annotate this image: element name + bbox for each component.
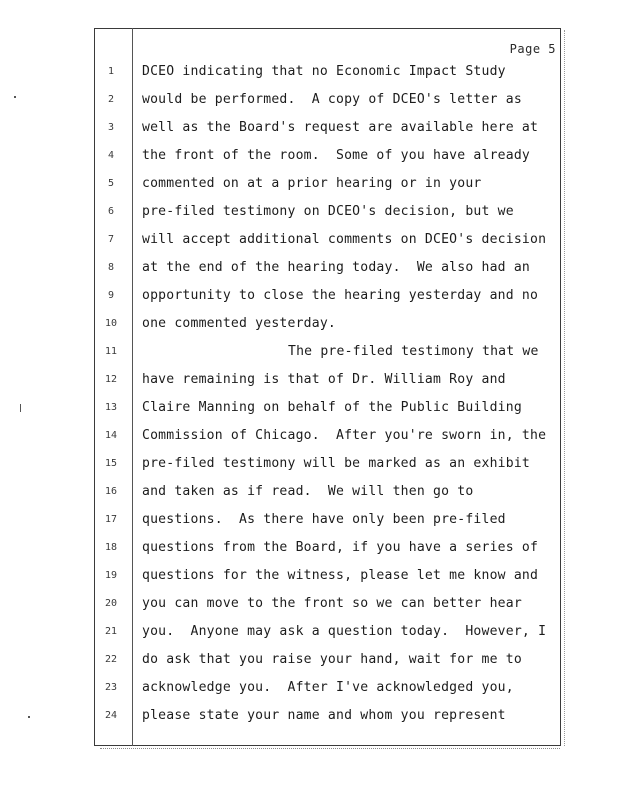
line-number: 8: [107, 262, 115, 273]
line-number: 18: [104, 542, 118, 553]
transcript-line: you can move to the front so we can better hear: [142, 596, 522, 611]
margin-rule: [132, 28, 133, 746]
line-number: 19: [104, 570, 118, 581]
page-number: Page 5: [509, 42, 556, 56]
line-number: 22: [104, 654, 118, 665]
line-number: 7: [107, 234, 115, 245]
line-number: 1: [107, 66, 115, 77]
scan-speck: [14, 96, 16, 98]
transcript-line: will accept additional comments on DCEO's decision: [142, 232, 547, 247]
transcript-line: DCEO indicating that no Economic Impact Study: [142, 64, 506, 79]
line-number: 15: [104, 458, 118, 469]
line-number: 5: [107, 178, 115, 189]
transcript-line: Commission of Chicago. After you're sworn in, the: [142, 428, 547, 443]
line-number: 6: [107, 206, 115, 217]
transcript-line: do ask that you raise your hand, wait for me to: [142, 652, 522, 667]
line-number: 20: [104, 598, 118, 609]
line-number: 23: [104, 682, 118, 693]
line-number-column: [96, 62, 126, 734]
transcript-line: pre-filed testimony will be marked as an exhibit: [142, 456, 530, 471]
line-number: 12: [104, 374, 118, 385]
line-number: 4: [107, 150, 115, 161]
page-bottom-edge: [100, 744, 560, 749]
line-number: 10: [104, 318, 118, 329]
transcript-line: have remaining is that of Dr. William Roy and: [142, 372, 506, 387]
scan-speck: [28, 716, 30, 718]
transcript-line: and taken as if read. We will then go to: [142, 484, 474, 499]
page-edge: [561, 30, 565, 746]
transcript-line: would be performed. A copy of DCEO's letter as: [142, 92, 522, 107]
transcript-line: at the end of the hearing today. We also had an: [142, 260, 530, 275]
transcript-line: questions. As there have only been pre-filed: [142, 512, 506, 527]
line-number: 9: [107, 290, 115, 301]
transcript-line: pre-filed testimony on DCEO's decision, but we: [142, 204, 514, 219]
transcript-line: Claire Manning on behalf of the Public Building: [142, 400, 522, 415]
transcript-line: opportunity to close the hearing yesterday and no: [142, 288, 539, 303]
line-number: 24: [104, 710, 118, 721]
transcript-line: acknowledge you. After I've acknowledged you,: [142, 680, 514, 695]
transcript-line: well as the Board's request are available here at: [142, 120, 539, 135]
transcript-line: one commented yesterday.: [142, 316, 336, 331]
transcript-line: commented on at a prior hearing or in your: [142, 176, 482, 191]
transcript-line: The pre-filed testimony that we: [288, 344, 539, 359]
transcript-line: you. Anyone may ask a question today. However, I: [142, 624, 547, 639]
transcript-body: [142, 62, 552, 734]
scan-speck: [20, 404, 21, 412]
line-number: 2: [107, 94, 115, 105]
transcript-line: please state your name and whom you represent: [142, 708, 506, 723]
line-number: 11: [104, 346, 118, 357]
line-number: 14: [104, 430, 118, 441]
line-number: 16: [104, 486, 118, 497]
transcript-line: questions from the Board, if you have a series of: [142, 540, 539, 555]
transcript-line: the front of the room. Some of you have already: [142, 148, 530, 163]
line-number: 17: [104, 514, 118, 525]
line-number: 21: [104, 626, 118, 637]
line-number: 13: [104, 402, 118, 413]
line-number: 3: [107, 122, 115, 133]
transcript-line: questions for the witness, please let me know and: [142, 568, 539, 583]
